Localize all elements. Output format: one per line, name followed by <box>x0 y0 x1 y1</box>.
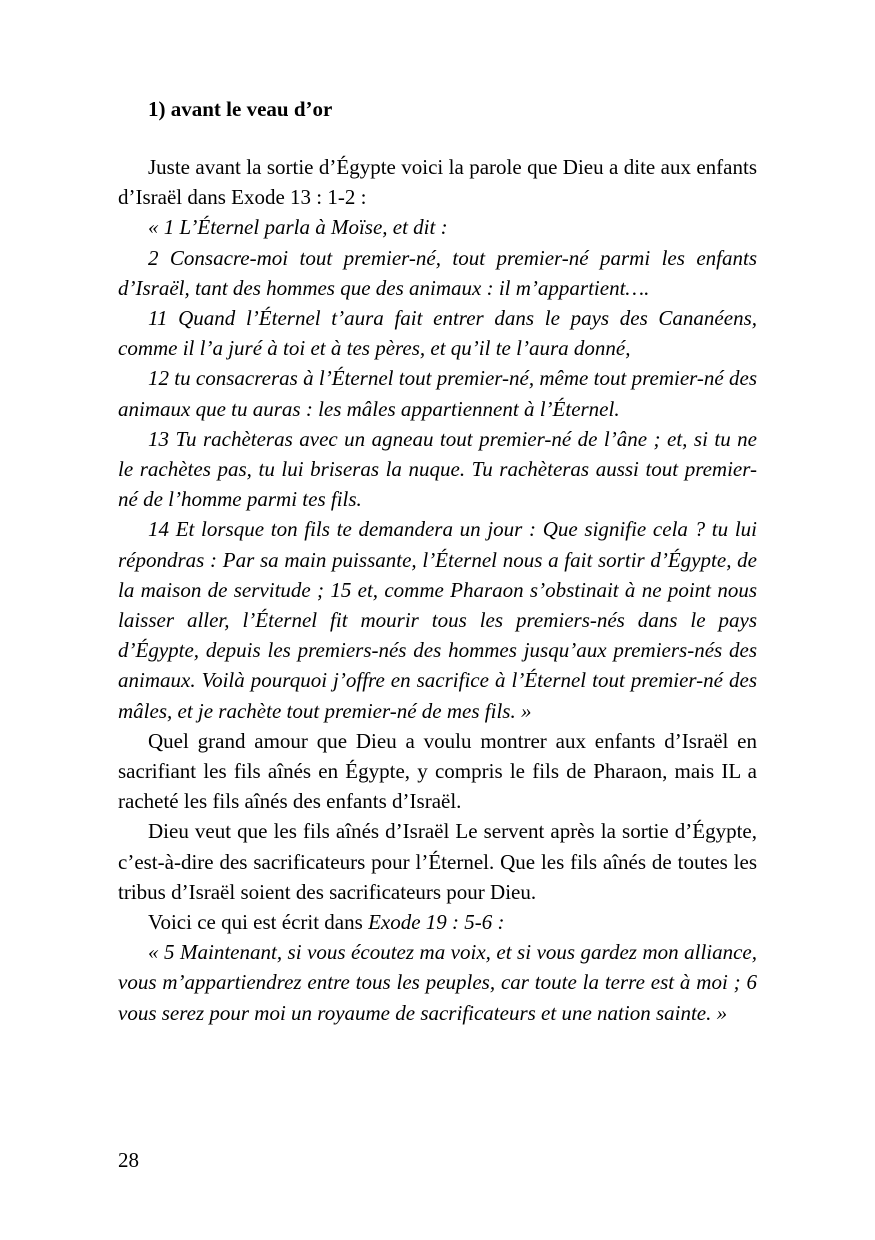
paragraph-firstborn: Dieu veut que les fils aînés d’Israël Le servent après la sortie d’Égypte, c’est-à-dire des sacrificateurs pour l’Éternel. Que les fils aînés de toutes les tribus d’Israël soient des sacrificateurs pour Dieu. <box>118 819 757 904</box>
quote-verse-11: 11 Quand l’Éternel t’aura fait entrer dans le pays des Cananéens, comme il l’a juré à toi et à tes pères, et qu’il te l’aura donné, <box>118 306 757 361</box>
book-page <box>118 0 757 1240</box>
quote-verse-2: 2 Consacre-moi tout premier-né, tout premier-né parmi les enfants d’Israël, tant des hommes que des animaux : il m’appartient…. <box>118 245 757 300</box>
paragraph-love: Quel grand amour que Dieu a voulu montrer aux enfants d’Israël en sacrifiant les fils aînés en Égypte, y compris le fils de Pharaon, mais IL a racheté les fils aînés des enfants d’Israël. <box>118 728 757 814</box>
page-number: 28 <box>118 1148 139 1172</box>
quote-verse-12: 12 tu consacreras à l’Éternel tout premier-né, même tout premier-né des animaux que tu auras : les mâles appartiennent à l’Éternel. <box>118 366 757 421</box>
quote-verse-13: 13 Tu rachèteras avec un agneau tout premier-né de l’âne ; et, si tu ne le rachètes pas, tu lui briseras la nuque. Tu rachèteras aussi tout premier-né de l’homme parmi tes fils. <box>118 426 757 512</box>
paragraph-intro: Juste avant la sortie d’Égypte voici la parole que Dieu a dite aux enfants d’Israël dans Exode 13 : 1-2 : <box>118 155 757 210</box>
exode-reference: Exode 19 : 5-6 : <box>368 910 505 935</box>
section-heading: 1) avant le veau d’or <box>148 97 333 121</box>
paragraph-exode-intro <box>118 907 757 937</box>
quote-verse-14-15: 14 Et lorsque ton fils te demandera un jour : Que signifie cela ? tu lui répondras : Par sa main puissante, l’Éternel nous a fait sortir d’Égypte, de la maison de servitude ; 15 et, comme Pharaon s’obstinait à ne point nous laisser aller, l’Éternel fit mourir tous les premiers-nés dans le pays d’Égypte, depuis les premiers-nés des hommes jusqu’aux premiers-nés des animaux. Voilà pourquoi j’offre en sacrifice à l’Éternel tout premier-né des mâles, et je rachète tout premier-né de mes fils. » <box>118 517 757 723</box>
body-text <box>118 152 757 1028</box>
quote-verse-1: « 1 L’Éternel parla à Moïse, et dit : <box>148 215 448 240</box>
exode-intro-text: Voici ce qui est écrit dans <box>148 910 369 935</box>
quote-exode-19: « 5 Maintenant, si vous écoutez ma voix, et si vous gardez mon alliance, vous m’appartiendrez entre tous les peuples, car toute la terre est à moi ; 6 vous serez pour moi un royaume de sacrificateurs et une nation sainte. » <box>118 940 757 1025</box>
